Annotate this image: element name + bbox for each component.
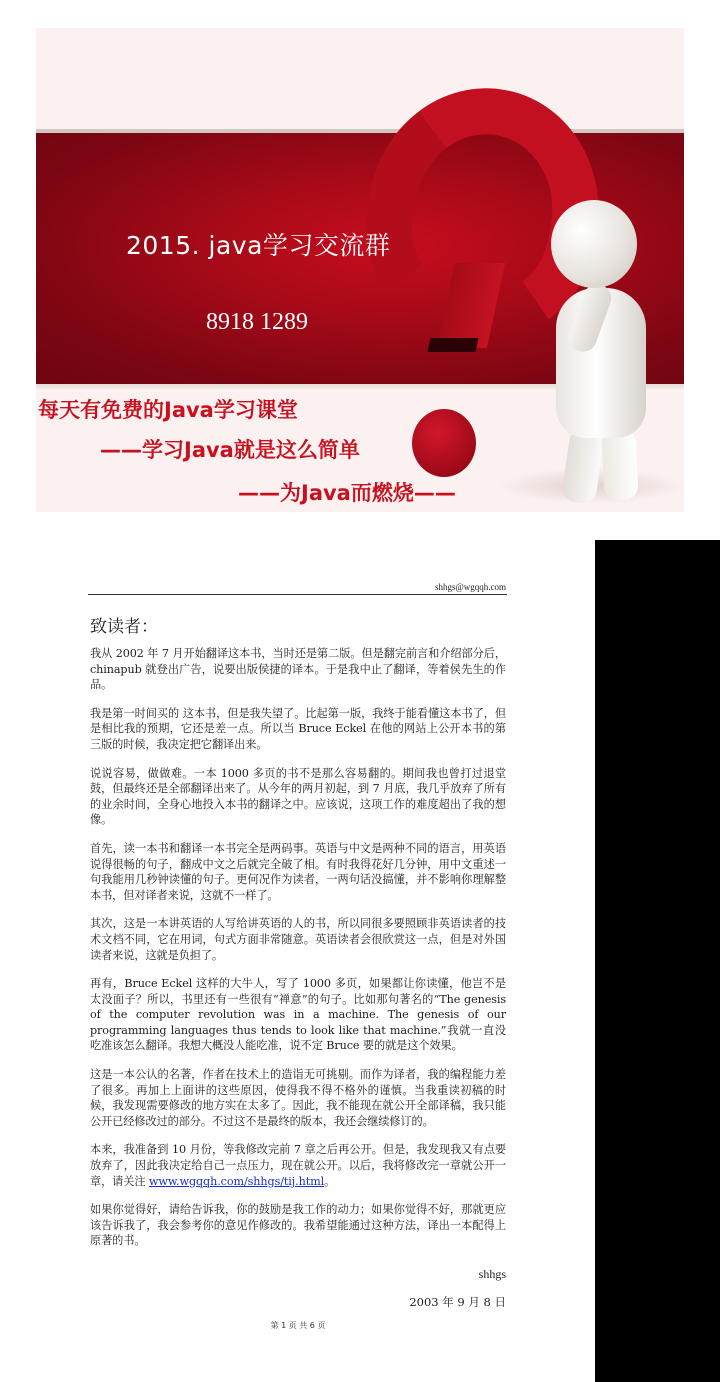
page-number: 第 1 页 共 6 页 [270,1321,326,1330]
paragraph: 首先，读一本书和翻译一本书完全是两码事。英语与中文是两种不同的语言，用英语说得很畅的句子，翻成中文之后就完全破了相。有时我得花好几分钟，用中文重述一句我能用几秒钟读懂的句子。更何况作为读者，一两句话没搞懂，并不影响你理解整本书，但对译者来说，这就不一样了。 [90,841,506,902]
signature: shhgs [478,1267,506,1281]
paragraph: 说说容易，做做难。一本 1000 多页的书不是那么容易翻的。期间我也曾打过退堂鼓，但最终还是全部翻译出来了。从今年的两月初起，到 7 月底，我几乎放弃了所有的业余时间，全身心地投入本书的翻译之中。应该说，这项工作的难度超出了我的想像。 [90,766,506,827]
paragraph: 我是第一时间买的 这本书，但是我失望了。比起第一版，我终于能看懂这本书了，但是相比我的预期，它还是差一点。所以当 Bruce Eckel 在他的网站上公开本书的第三版的时候，我决定把它翻译出来。 [90,706,506,751]
document-title: 致读者： [90,617,158,637]
slogan-line-3: ——为Java而燃烧—— [238,481,456,505]
header-rule [88,594,507,595]
slogan-line-2: ——学习Java就是这么简单 [100,438,360,462]
document-body [90,646,506,1262]
header-email: shhgs@wgqqh.com [434,582,506,592]
question-mark-dot [412,409,476,477]
translation-page-link[interactable]: www.wgqqh.com/shhgs/tij.html [148,1174,325,1188]
paragraph: 其次，这是一本讲英语的人写给讲英语的人的书，所以同很多要照顾非英语读者的技术文档不同，它在用词，句式方面非常随意。英语读者会很欣赏这一点，但是对外国读者来说，这就是负担了。 [90,917,506,962]
paragraph-text: 。 [324,1174,336,1188]
paragraph: 我从 2002 年 7 月开始翻译这本书，当时还是第二版。但是翻完前言和介绍部分后，chinapub 就登出广告，说要出版侯捷的译本。于是我中止了翻译，等着侯先生的作品。 [90,647,506,692]
slogan-line-1: 每天有免费的Java学习课堂 [38,398,298,422]
black-side-panel [595,540,720,1382]
group-number: 8918 1289 [206,309,308,335]
paragraph: 再有，Bruce Eckel 这样的大牛人，写了 1000 多页，如果都让你读懂，他岂不是太没面子？所以，书里还有一些很有“禅意”的句子。比如那句著名的“The genesis of the computer revolution was in a machine. The genesis of our programming languages thus tends to look like that machine.”我就一直没吃准该怎么翻译。我想大概没人能吃准，说不定 Bruce 要的就是这个效果。 [90,977,506,1053]
paragraph: 这是一本公认的名著，作者在技术上的造诣无可挑剔。而作为译者，我的编程能力差了很多。再加上上面讲的这些原因，使得我不得不格外的谨慎。当我重读初稿的时候，我发现需要修改的地方实在太多了。因此，我不能现在就公开全部译稿，我只能公开已经修改过的部分。不过这不是最终的版本，我还会继续修订的。 [90,1068,506,1128]
paragraph-text: 本来，我准备到 10 月份，等我修改完前 7 章之后再公开。但是，我发现我又有点要放弃了，因此我决定给自己一点压力，现在就公开。以后，我将修改完一章就公开一章，请关注 [90,1143,506,1188]
banner-title: 2015. java学习交流群 [126,231,391,260]
signature-date: 2003 年 9 月 8 日 [409,1295,506,1309]
promo-banner-image [36,28,684,512]
question-mark-stem-cap [428,338,479,352]
paragraph: 如果你觉得好，请给告诉我，你的鼓励是我工作的动力；如果你觉得不好，那就更应该告诉我了，我会参考你的意见作修改的。我希望能通过这种方法，译出一本配得上原著的书。 [90,1203,506,1248]
figure-leg-right [601,427,639,501]
paragraph-with-link [90,1142,506,1189]
thinking-figure-head [551,200,637,288]
